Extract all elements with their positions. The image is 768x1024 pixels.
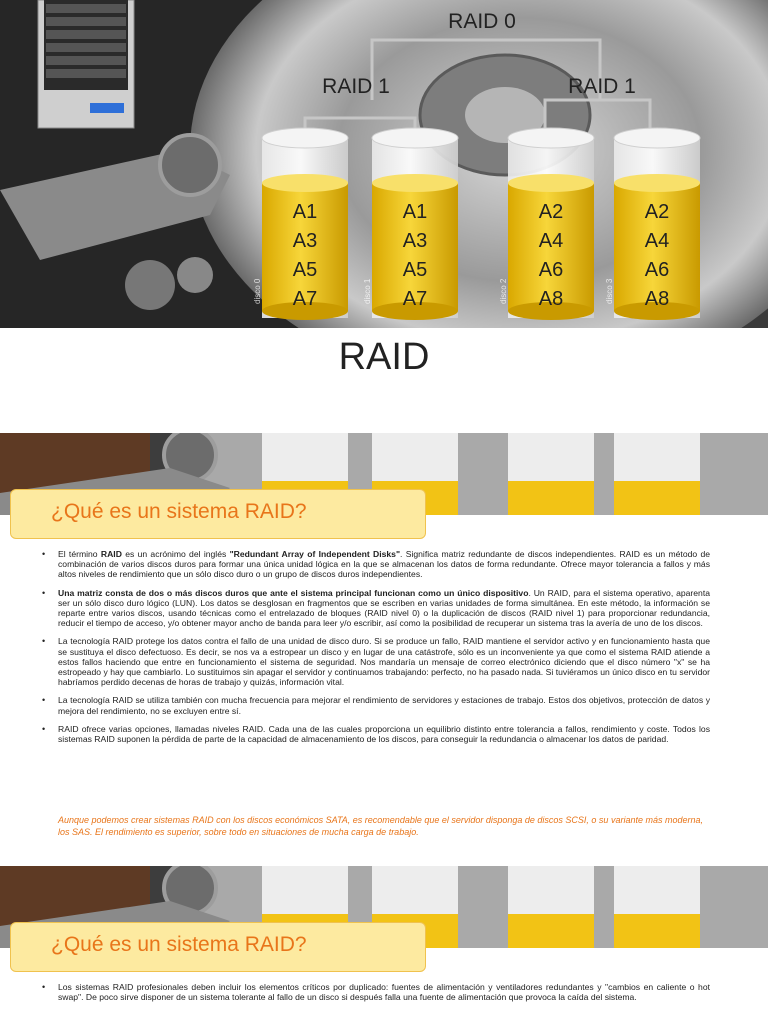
cylinder-block: A1 (292, 201, 318, 223)
cylinder-block: A1 (402, 201, 428, 223)
cylinder-block: A5 (402, 259, 428, 281)
nas-device-icon (38, 0, 134, 128)
cylinder-block: A4 (538, 230, 564, 252)
list-item (58, 588, 710, 629)
cylinder-block: A4 (644, 230, 670, 252)
list-item (58, 549, 710, 580)
cylinder-block: A8 (538, 288, 564, 310)
bullet-bold: "Redundant Array of Independent Disks" (229, 549, 401, 559)
disk-label: disco 2 (499, 278, 508, 304)
slide-1 (0, 0, 768, 432)
cylinder-block: A5 (292, 259, 318, 281)
disk-cylinder-1 (363, 128, 458, 320)
bullet-text: es un acrónimo del inglés (121, 549, 230, 559)
highlight-note: Aunque podemos crear sistemas RAID con los discos económicos SATA, es recomendable que el servidor disponga de discos SCSI, o su variante más moderna, los SAS. El rendimiento es superior, sobre todo en situaciones de mucha carga de trabajo. (58, 815, 703, 837)
cylinder-block: A6 (538, 259, 564, 281)
slide-3 (0, 866, 768, 1024)
disk-cylinder-2 (499, 128, 594, 320)
cylinder-block: A3 (292, 230, 318, 252)
section-title: ¿Qué es un sistema RAID? (51, 500, 307, 523)
list-item (58, 724, 710, 744)
cylinder-block: A3 (402, 230, 428, 252)
disk-label: disco 0 (253, 278, 262, 304)
raid-diagram (0, 0, 768, 328)
bullet-text: . Significa matriz redundante de discos independientes. RAID es un método de combinación de varios discos duros para formar una única unidad lógica en la que se almacenan los datos de forma redundante. Ofrece mayor tolerancia a fallos y más altos niveles de rendimiento que un sólo disco duro o un grupo de discos duros independientes. (58, 549, 711, 580)
bullet-list (58, 982, 710, 1010)
raid0-label: RAID 0 (448, 10, 516, 33)
bullet-text: . Un RAID, para el sistema operativo, aparenta ser un sólo disco duro lógico (LUN). Los datos se desglosan en fragmentos que se escriben en varias unidades de forma simultánea. En este método, la información se reparte entre varios discos, usando técnicas como el entrelazado de bloques (RAID nivel 0) o la duplicación de discos (RAID nivel 1) para proporcionar redundancia, reducir el tiempo de acceso, y/o obtener mayor ancho de banda para leer y/o escribir, así como la posibilidad de recuperar un sistema tras la avería de uno de los discos. (58, 587, 710, 629)
bullet-text: El término (58, 549, 101, 559)
raid1-left-label: RAID 1 (322, 75, 390, 98)
disk-cylinder-0 (253, 128, 348, 320)
bullet-text: La tecnología RAID protege los datos contra el fallo de una unidad de disco duro. Si se produce un fallo, RAID mantiene el servidor activo y en funcionamiento hasta que se sustituya el disco defectuoso. Es decir, se nos va a estropear un disco y en lugar de una catástrofe, sólo es un inconveniente ya que como el sistema RAID atiende a estos fallos haciendo que entre en funcionamiento el sistema de seguridad. Nos mandaría un mensaje de correo electrónico diciendo que el disco número "x" se ha estropeado y hay que cambiarlo. Lo sustituimos sin apagar el servidor y continuamos trabajando: perfecto, no ha pasado nada. Si tuviéramos un único disco en tu servidor habríamos perdido decenas de horas de trabajo y quizás, información vital. (58, 636, 710, 688)
raid1-right-label: RAID 1 (568, 75, 636, 98)
cylinder-block: A8 (644, 288, 670, 310)
cylinder-block: A7 (402, 288, 428, 310)
cylinder-block: A2 (644, 201, 670, 223)
disk-label: disco 3 (605, 278, 614, 304)
section-title-box (10, 922, 426, 972)
bullet-text: RAID ofrece varias opciones, llamadas niveles RAID. Cada una de las cuales proporciona un equilibrio distinto entre tolerancia a fallos, rendimiento y coste. Todos los sistemas RAID suponen la pérdida de parte de la capacidad de almacenamiento de los discos, para conseguir la redundancia o almacenar los datos de paridad. (58, 723, 710, 745)
section-title: ¿Qué es un sistema RAID? (51, 933, 307, 956)
bullet-bold: RAID (100, 549, 122, 559)
bullet-text: Los sistemas RAID profesionales deben incluir los elementos críticos por duplicado: fuentes de alimentación y ventiladores redundantes y "cambios en caliente o hot swap". De poco sirve disponer de un sistema tolerante al fallo de un disco si después falla una fuente de alimentación que provoca la caída del sistema. (58, 982, 710, 1003)
slide-title: RAID (338, 336, 430, 378)
bullet-list (58, 549, 710, 752)
disk-cylinder-3 (605, 128, 700, 320)
section-title-box (10, 489, 426, 539)
bullet-bold: Una matriz consta de dos o más discos duros que ante el sistema principal funcionan como un único dispositivo (58, 587, 529, 598)
slide-2 (0, 433, 768, 858)
cylinder-block: A7 (292, 288, 318, 310)
list-item (58, 982, 710, 1002)
list-item (58, 636, 710, 687)
raid-diagram-banner (0, 0, 768, 328)
disk-label: disco 1 (363, 278, 372, 304)
cylinder-block: A6 (644, 259, 670, 281)
cylinder-block: A2 (538, 201, 564, 223)
bullet-text: La tecnología RAID se utiliza también con mucha frecuencia para mejorar el rendimiento de servidores y estaciones de trabajo. Estos dos objetivos, protección de datos y mejora del rendimiento, no se excluyen entre sí. (58, 695, 710, 716)
list-item (58, 695, 710, 715)
